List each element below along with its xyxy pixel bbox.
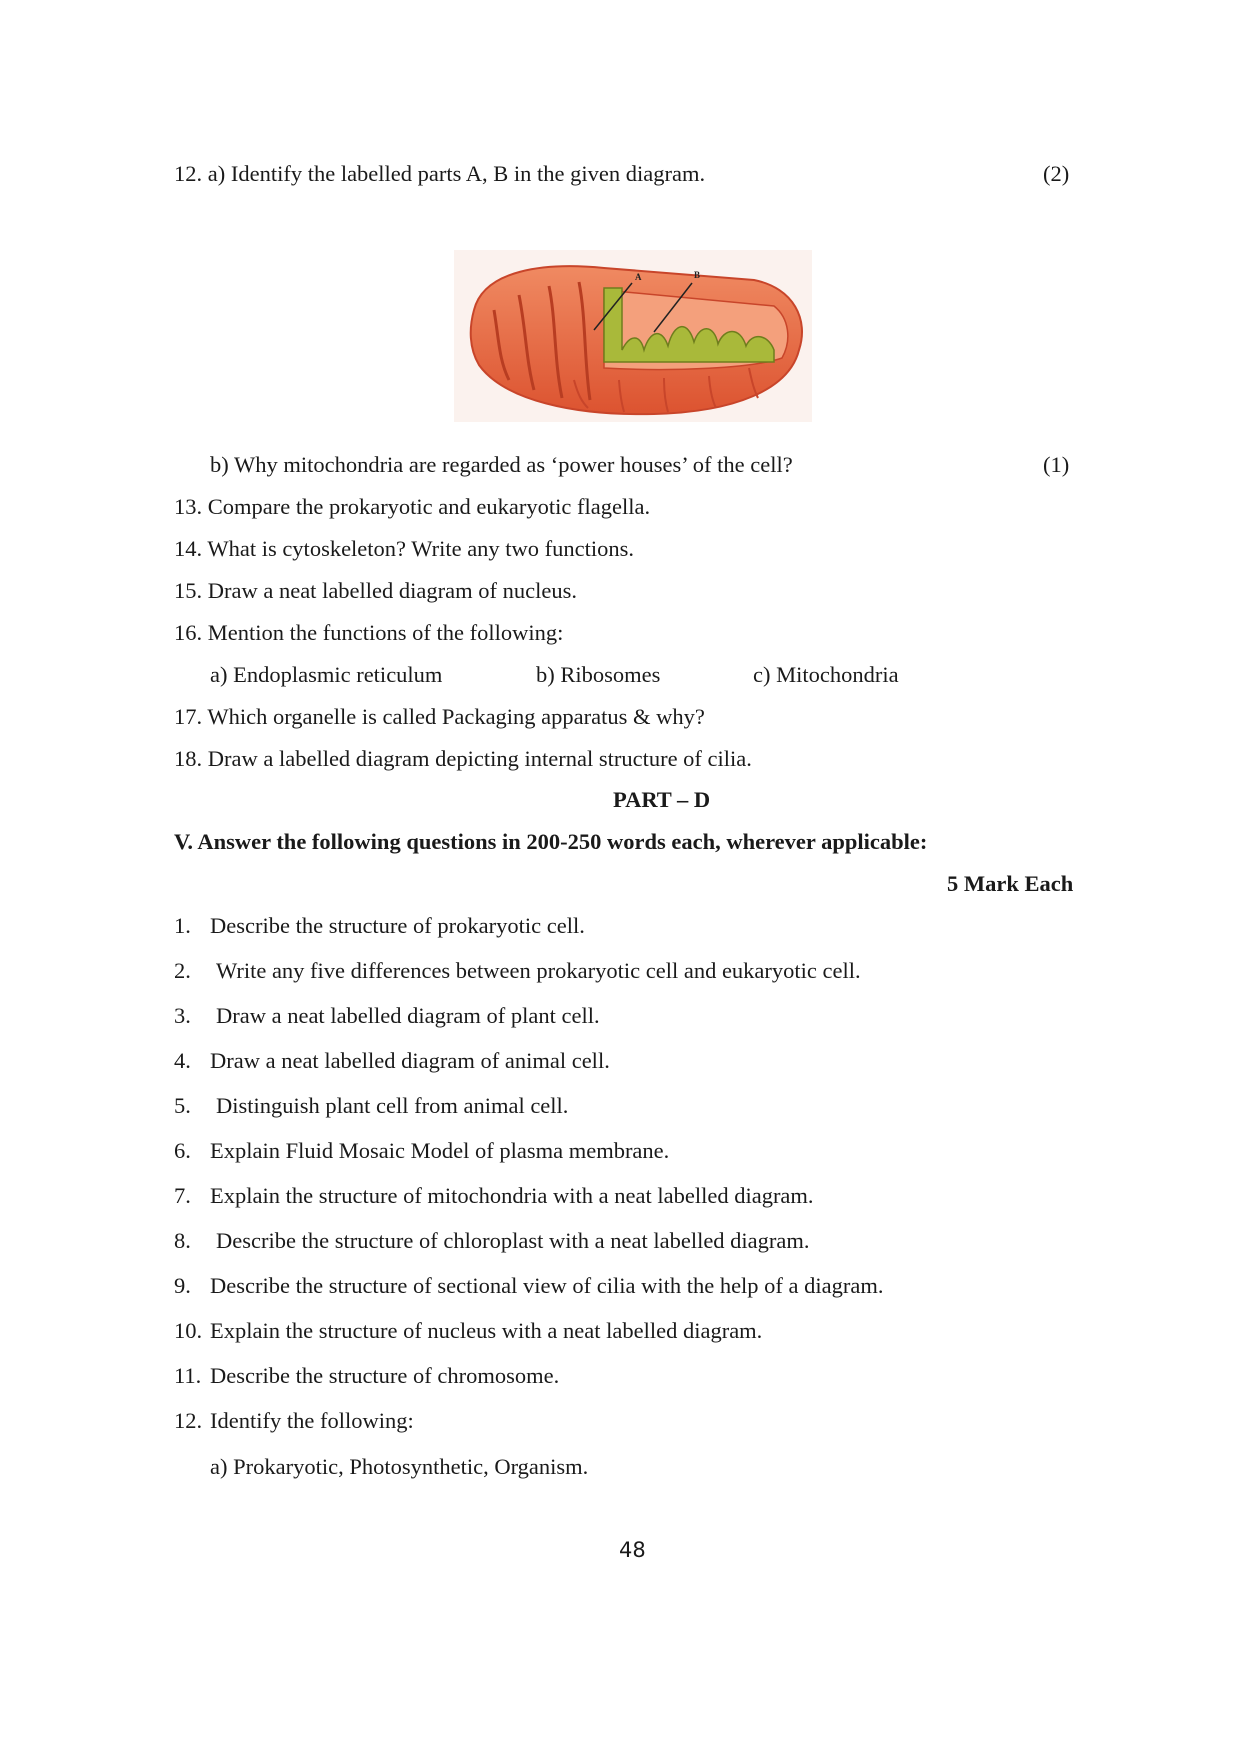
item-10-number: 10. <box>174 1318 203 1343</box>
item-9-number: 9. <box>174 1273 191 1298</box>
item-9-text: Describe the structure of sectional view of cilia with the help of a diagram. <box>210 1273 884 1298</box>
label-b: B <box>694 270 701 280</box>
item-10-text: Explain the structure of nucleus with a neat labelled diagram. <box>210 1318 763 1343</box>
marks-12b: (1) <box>1043 452 1070 477</box>
part-d-marks: 5 Mark Each <box>947 871 1074 896</box>
item-4-text: Draw a neat labelled diagram of animal cell. <box>210 1048 610 1073</box>
item-11-number: 11. <box>174 1363 202 1388</box>
q16-option-b: b) Ribosomes <box>536 662 661 687</box>
question-18: 18. Draw a labelled diagram depicting internal structure of cilia. <box>174 746 752 771</box>
item-2-number: 2. <box>174 958 191 983</box>
item-5-number: 5. <box>174 1093 191 1118</box>
item-8-number: 8. <box>174 1228 191 1253</box>
item-7-text: Explain the structure of mitochondria with a neat labelled diagram. <box>210 1183 814 1208</box>
question-13: 13. Compare the prokaryotic and eukaryotic flagella. <box>174 494 651 519</box>
mitochondrion-diagram <box>454 250 812 422</box>
item-6-text: Explain Fluid Mosaic Model of plasma membrane. <box>210 1138 670 1163</box>
item-4-number: 4. <box>174 1048 191 1073</box>
marks-12a: (2) <box>1043 161 1070 186</box>
item-1-text: Describe the structure of prokaryotic cell. <box>210 913 585 938</box>
item-3-text: Draw a neat labelled diagram of plant cell. <box>216 1003 600 1028</box>
label-a: A <box>635 272 642 282</box>
item-5-text: Distinguish plant cell from animal cell. <box>216 1093 569 1118</box>
item-12-sub-a: a) Prokaryotic, Photosynthetic, Organism. <box>210 1454 589 1479</box>
q16-option-c: c) Mitochondria <box>753 662 899 687</box>
item-12-number: 12. <box>174 1408 203 1433</box>
item-6-number: 6. <box>174 1138 191 1163</box>
question-12a: 12. a) Identify the labelled parts A, B in the given diagram. <box>174 161 706 186</box>
item-3-number: 3. <box>174 1003 191 1028</box>
item-1-number: 1. <box>174 913 191 938</box>
question-17: 17. Which organelle is called Packaging apparatus & why? <box>174 704 705 729</box>
question-14: 14. What is cytoskeleton? Write any two functions. <box>174 536 635 561</box>
item-8-text: Describe the structure of chloroplast with a neat labelled diagram. <box>216 1228 810 1253</box>
page-number: 48 <box>619 1538 646 1562</box>
q16-option-a: a) Endoplasmic reticulum <box>210 662 443 687</box>
part-d-heading: PART – D <box>613 787 711 812</box>
question-15: 15. Draw a neat labelled diagram of nucleus. <box>174 578 577 603</box>
part-d-instruction: V. Answer the following questions in 200-250 words each, wherever applicable: <box>174 829 928 854</box>
item-7-number: 7. <box>174 1183 191 1208</box>
question-16: 16. Mention the functions of the following: <box>174 620 564 645</box>
item-11-text: Describe the structure of chromosome. <box>210 1363 560 1388</box>
item-12-text: Identify the following: <box>210 1408 414 1433</box>
item-2-text: Write any five differences between prokaryotic cell and eukaryotic cell. <box>216 958 861 983</box>
question-12b: b) Why mitochondria are regarded as ‘power houses’ of the cell? <box>210 452 793 477</box>
